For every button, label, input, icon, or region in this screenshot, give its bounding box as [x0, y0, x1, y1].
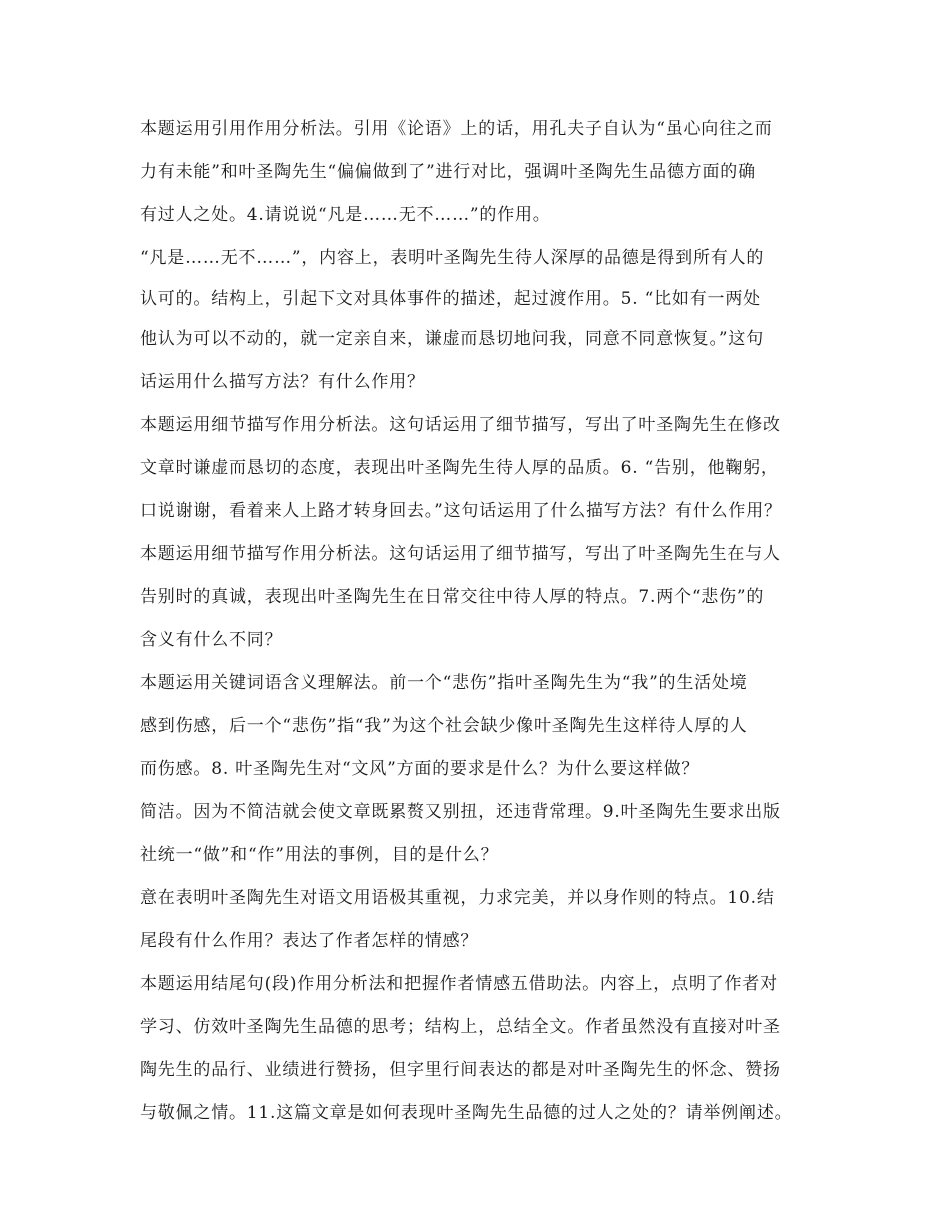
text-line: 而伤感。8. 叶圣陶先生对“文风”方面的要求是什么？为什么要这样做？	[140, 759, 700, 779]
document-body	[140, 108, 840, 1135]
text-line: 本题运用引用作用分析法。引用《论语》上的话，用孔夫子自认为“虽心向往之而	[140, 119, 773, 139]
text-line: 本题运用细节描写作用分析法。这句话运用了细节描写，写出了叶圣陶先生在与人	[140, 544, 781, 564]
text-line: 感到伤感，后一个“悲伤”指“我”为这个社会缺少像叶圣陶先生这样待人厚的人	[140, 716, 748, 736]
text-line: 本题运用细节描写作用分析法。这句话运用了细节描写，写出了叶圣陶先生在修改	[140, 415, 781, 435]
text-line: 与敬佩之情。11.这篇文章是如何表现叶圣陶先生品德的过人之处的？请举例阐述。	[140, 1103, 793, 1123]
text-line: 告别时的真诚，表现出叶圣陶先生在日常交往中待人厚的特点。7.两个“悲伤”的	[140, 587, 765, 607]
text-line: 话运用什么描写方法？有什么作用？	[140, 372, 425, 392]
text-line: 有过人之处。4.请说说“凡是……无不……”的作用。	[140, 205, 551, 225]
text-line: 社统一“做”和“作”用法的事例，目的是什么？	[140, 845, 499, 865]
text-line: 意在表明叶圣陶先生对语文用语极其重视，力求完美，并以身作则的特点。10.结	[140, 888, 775, 908]
text-line: 力有未能”和叶圣陶先生“偏偏做到了”进行对比，强调叶圣陶先生品德方面的确	[140, 162, 756, 182]
text-line: 简洁。因为不简洁就会使文章既累赘又别扭，还违背常理。9.叶圣陶先生要求出版	[140, 802, 781, 822]
text-line: 含义有什么不同？	[140, 630, 283, 650]
text-line: “凡是……无不……”，内容上，表明叶圣陶先生待人深厚的品德是得到所有人的	[140, 248, 765, 268]
text-line: 口说谢谢，看着来人上路才转身回去。”这句话运用了什么描写方法？有什么作用？	[140, 501, 782, 521]
text-line: 本题运用结尾句(段)作用分析法和把握作者情感五借助法。内容上，点明了作者对	[140, 974, 778, 994]
text-line: 认可的。结构上，引起下文对具体事件的描述，起过渡作用。5. “比如有一两处	[140, 289, 761, 309]
text-line: 尾段有什么作用？表达了作者怎样的情感？	[140, 931, 479, 951]
text-line: 文章时谦虚而恳切的态度，表现出叶圣陶先生待人厚的品质。6. “告别，他鞠躬，	[140, 458, 779, 478]
text-line: 学习、仿效叶圣陶先生品德的思考；结构上，总结全文。作者虽然没有直接对叶圣	[140, 1017, 781, 1037]
text-line: 本题运用关键词语含义理解法。前一个“悲伤”指叶圣陶先生为“我”的生活处境	[140, 673, 748, 693]
text-line: 他认为可以不动的，就一定亲自来，谦虚而恳切地问我，同意不同意恢复。”这句	[140, 329, 764, 349]
text-line: 陶先生的品行、业绩进行赞扬，但字里行间表达的都是对叶圣陶先生的怀念、赞扬	[140, 1060, 781, 1080]
